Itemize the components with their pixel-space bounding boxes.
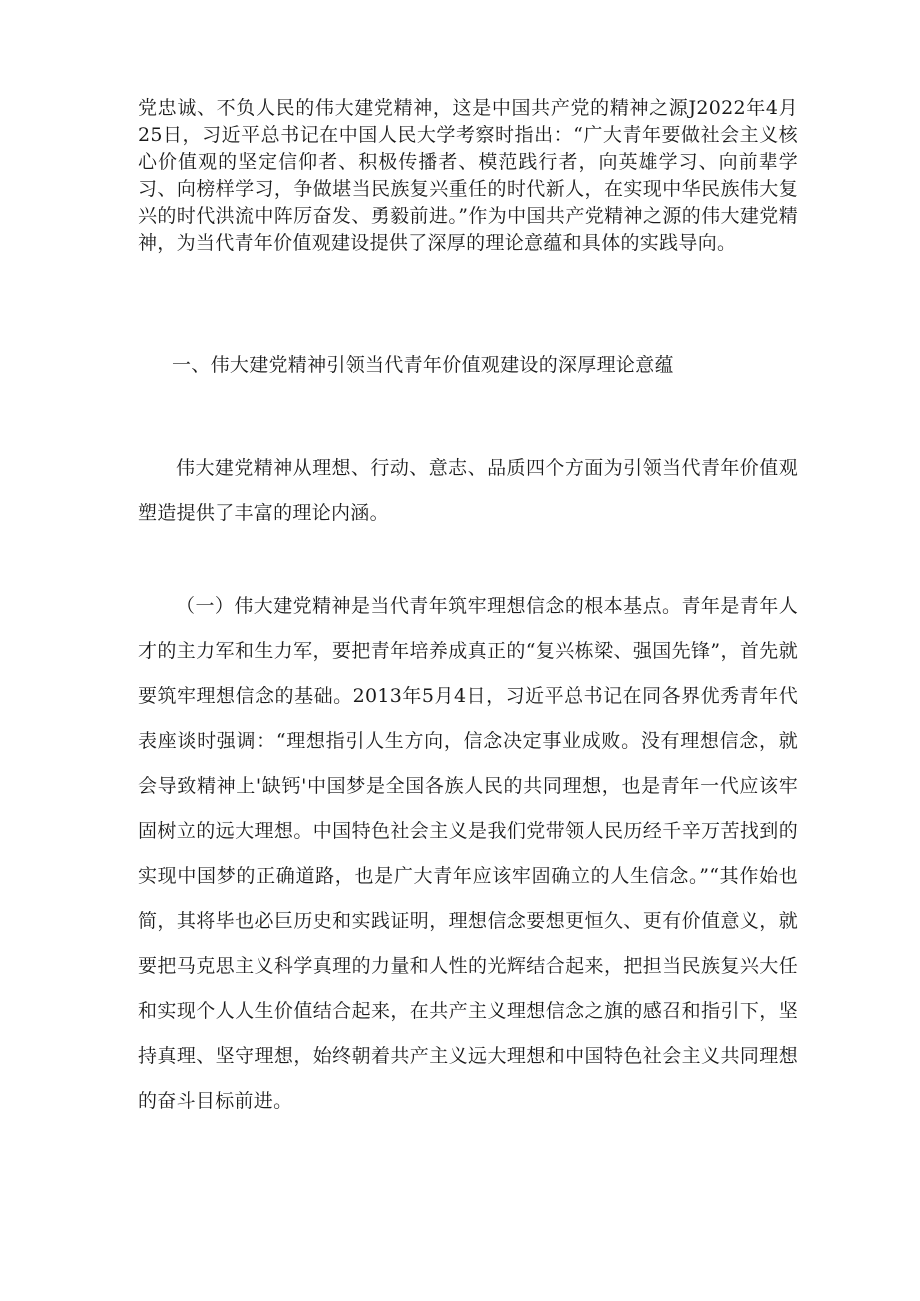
section-heading: 一、伟大建党精神引领当代青年价值观建设的深厚理论意蕴	[172, 354, 674, 376]
subsection-one-paragraph: （一）伟大建党精神是当代青年筑牢理想信念的根本基点。青年是青年人才的主力军和生力军，要把青年培养成真正的“复兴栋梁、强国先锋”，首先就要筑牢理想信念的基础。2013年5月4日，习近平总书记在同各界优秀青年代表座谈时强调：“理想指引人生方向，信念决定事业成败。没有理想信念，就会导致精神上'缺钙'中国梦是全国各族人民的共同理想，也是青年一代应该牢固树立的远大理想。中国特色社会主义是我们党带领人民历经千辛万苦找到的实现中国梦的正确道路，也是广大青年应该牢固确立的人生信念。”“其作始也简，其将毕也必巨历史和实践证明，理想信念要想更恒久、更有价值意义，就要把马克思主义科学真理的力量和人性的光辉结合起来，把担当民族复兴大任和实现个人人生价值结合起来，在共产主义理想信念之旗的感召和指引下，坚持真理、坚守理想，始终朝着共产主义远大理想和中国特色社会主义共同理想的奋斗目标前进。	[138, 595, 798, 1112]
intro-paragraph: 党忠诚、不负人民的伟大建党精神，这是中国共产党的精神之源J2022年4月25日，习近平总书记在中国人民大学考察时指出：“广大青年要做社会主义核心价值观的坚定信仰者、积极传播者、模范践行者，向英雄学习、向前辈学习、向榜样学习，争做堪当民族复兴重任的时代新人，在实现中华民族伟大复兴的时代洪流中阵厉奋发、勇毅前进。”作为中国共产党精神之源的伟大建党精神，为当代青年价值观建设提供了深厚的理论意蕴和具体的实践导向。	[138, 97, 798, 254]
section-summary-paragraph: 伟大建党精神从理想、行动、意志、品质四个方面为引领当代青年价值观塑造提供了丰富的理论内涵。	[138, 457, 798, 524]
